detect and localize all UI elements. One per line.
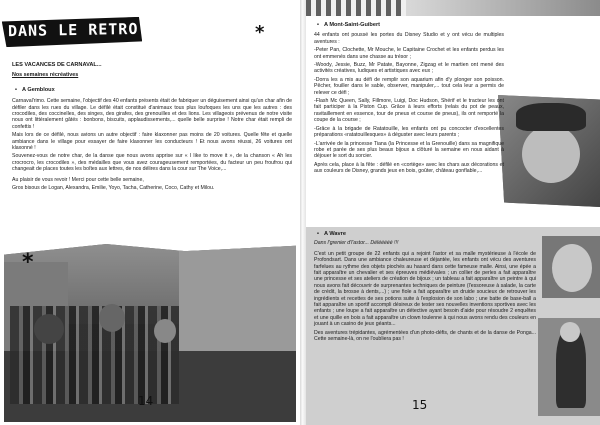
paragraph: C'est un petit groupe de 22 enfants qui a rejoint l'astor et sa malle mystérieuse à l'école de Profondsart. Dans une ambiance chaleureuse et déjantée, les enfants ont vécu des aventures farfelues au rythme des objets piochés au hasard dans cette fameuse malle. Ainsi, une épée a fait apparaître un chevalier et ses épreuves médiévales ; un collier de perles a fait apparaître une princesse et ses ateliers de création de bijoux ; un tableau a fait apparaître un peintre à qui nous avons fait découvrir de surprenantes techniques de peinture (l'essoreuse à salade, la carte de crédit, la brosse à dents,...) ; une fiole a fait apparaître un druide soucieux de retrouver les ingrédients et recettes de ses potions suite à l'explosion de son labo ; une batte de base-ball a fait apparaître un sportif accompli désireux de tester ses nouvelles inventions sportives avec les enfants ; une loupe a fait apparaître un détective ayant besoin d'aide pour résoudre 2 enquêtes et une quille en bois a fait apparaître un clown toulenne à qui nous avons rendu des couleurs en jouant à un casino de jeux géants... (314, 250, 536, 328)
right-page (306, 0, 600, 425)
section-subtitle: Dans l'grenier d'l'astor... Délééééé !!! (314, 240, 399, 247)
list-item: -L'arrivée de la princesse Tiana (la Princesse et la Grenouille) dans sa magnifique robe et parée de ses plus beaux bijoux a clôturé la semaine en nous aidant à déjouer le sort du sorcier. (314, 140, 504, 160)
paragraph: Après cela, place à la fête : défilé en «cortège» avec les chars aux décorations et aux couleurs de Disney, grands jeux en bois, goûter, château gonflable,... (314, 161, 504, 175)
paragraph: Mais lors de ce défilé, nous avions un autre objectif : faire klaxonner pas moins de 20 voitures. Quelle fête et quelle ambiance dans le village pour essayer de faire klaxonner les conducteurs ! Et nous avons réussi, 26 voitures ont klaxonné ! (12, 132, 292, 152)
list-item: -Flash Mc Queen, Sally, Fillmore, Luigi, Doc Hudson, Shérif et le tracteur les ont fait participer à la Piston Cup. Grâce à leurs efforts (relais du pot de peaux, ravitaillement en essence, tour de pneus et course de pneus), ils ont remporté la coupe de la course ; (314, 98, 504, 124)
paragraph: 44 enfants ont poussé les portes du Disney Studio et y ont vécu de multiples aventures : (314, 32, 504, 45)
header-photo-strip (406, 0, 600, 16)
left-article (12, 62, 292, 194)
page-title: DANS LE RETRO (7, 19, 139, 41)
right-article-msg (314, 22, 504, 177)
right-article-wavre (314, 231, 536, 345)
section-title-wavre: • A Wavre (317, 231, 536, 237)
page-number: 15 (412, 398, 428, 412)
page-number: 14 (138, 394, 154, 408)
list-item: -Dorra les a mis au défi de remplir son aquarium afin d'y plonger son poisson. Pêcher, fouiller dans le sable, observer, manipuler,... tout cela leur a permis de relever ce défi ; (314, 76, 504, 96)
paragraph: Gros bisous de Logan, Alexandra, Emilie, Yoyo, Tacha, Catherine, Coco, Cathy et Milou. (12, 185, 215, 192)
child-portrait-photo (542, 236, 600, 298)
child-standing-photo (538, 318, 600, 416)
asterisk-decoration: * (22, 250, 34, 275)
child-with-hat-photo (498, 95, 600, 207)
asterisk-decoration: * (255, 22, 265, 43)
paragraph: Des aventures trépidantes, agrémentées d'un photo-défis, de chants et de la danse de Ponga... Cette semaine-là, on ne l'oubliera pas ! (314, 329, 536, 343)
paragraph: Carnaval'rimo. Cette semaine, l'objectif des 40 enfants présents était de fabriquer un déguisement ainsi qu'un char afin de défiler dans les rues du village. Le défilé était constitué d'animaux tous plus loufoques les uns que les autres : des crocodiles, des coccinelles, des singes, des girafes, des grenouilles et des lions. Les villageois prévenus de notre visite nous ont littéralement gâtés : bonbons, biscuits, applaudissements,... quelle belle surprise ! Notre char était rempli de confettis ! (12, 98, 292, 130)
list-item: -Peter Pan, Clochette, Mr Mouche, le Capitaine Crochet et les enfants perdus les ont emmenés dans une chasse au trésor ; (314, 47, 504, 60)
paragraph: Au plaisir de vous revoir ! Merci pour cette belle semaine, (12, 176, 144, 183)
section-title-mont-saint-guibert: • A Mont-Saint-Guibert (317, 22, 504, 28)
article-subheading: Nos semaines récréatives (12, 72, 79, 79)
article-heading: LES VACANCES DE CARNAVAL... (12, 62, 102, 68)
list-item: -Woody, Jessie, Buzz, Mr Patate, Bayonne, Zigzag et le martien ont mené des activités créatives, ludiques et artistiques avec eux ; (314, 62, 504, 75)
list-item: -Grâce à la brigade de Ratatouille, les enfants ont pu concocter d'excellentes préparations «ratatouillesques» à déguster avec leurs parents ; (314, 125, 504, 139)
paragraph: Souvenez-vous de notre char, de la danse que nous avons apprise sur « I like to move it », de la chanson « Ah les crocrocro, les crocodiles », des médailles que vous avez courageusement remportées, du facteur un peu froufrou qui changeait de places toutes les boîtes aux lettres, de nos délires dans la cour sur The Voice,... (12, 153, 292, 173)
section-title-gembloux: • A Gembloux (15, 87, 292, 93)
